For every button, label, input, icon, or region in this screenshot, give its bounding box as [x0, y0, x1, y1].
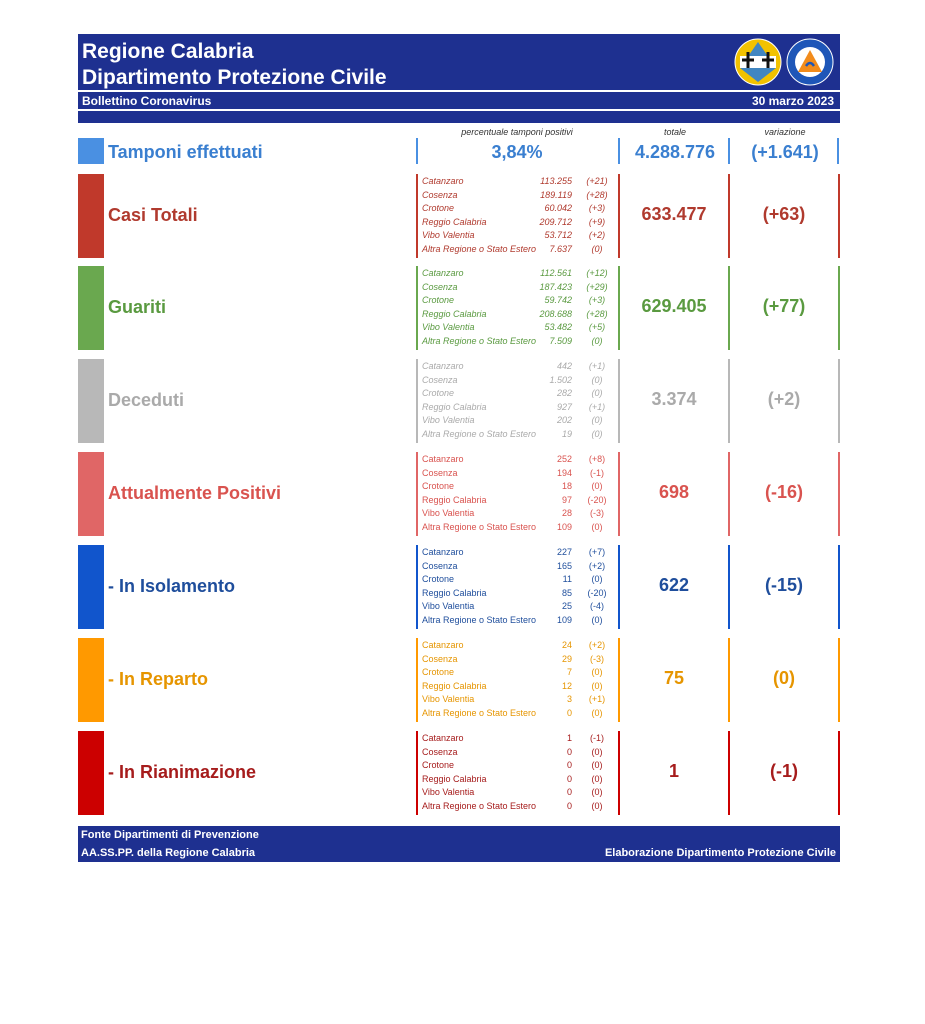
province-row [422, 561, 616, 575]
province-value: 11 [562, 574, 572, 585]
province-name: Reggio Calabria [422, 216, 487, 227]
province-delta: (-4) [590, 601, 604, 612]
province-value: 0 [566, 800, 572, 811]
province-name: Cosenza [422, 746, 458, 757]
province-row [422, 574, 616, 588]
province-row [422, 588, 616, 602]
province-value: 194 [556, 467, 572, 478]
section-divider [838, 638, 840, 722]
province-value: 12 [561, 680, 572, 691]
province-value: 165 [556, 560, 572, 571]
section-divider [838, 452, 840, 536]
province-name: Vibo Valentia [422, 601, 475, 612]
province-delta: (0) [591, 746, 603, 757]
province-row [422, 615, 616, 629]
province-delta: (+3) [588, 203, 606, 214]
province-row [422, 244, 616, 258]
province-delta: (+7) [588, 547, 606, 557]
province-name: Catanzaro [422, 640, 464, 650]
section-color-bar [78, 731, 104, 815]
section-divider [416, 452, 418, 536]
section-color-bar [78, 545, 104, 629]
province-delta: (+29) [586, 281, 608, 292]
province-row [422, 774, 616, 788]
section-divider [416, 359, 418, 443]
province-row [422, 508, 616, 522]
province-name: Cosenza [422, 560, 458, 571]
province-list [422, 268, 616, 350]
province-list [422, 640, 616, 722]
header-banner [78, 34, 840, 109]
province-value: 0 [566, 746, 572, 757]
province-delta: (+1) [588, 401, 606, 412]
province-name: Crotone [422, 203, 455, 214]
section-variation: (-1) [770, 761, 798, 781]
province-row [422, 295, 616, 309]
section-variation: (+63) [762, 204, 806, 224]
province-value: 7 [566, 667, 572, 678]
province-delta: (0) [591, 428, 603, 439]
section-color-bar [78, 359, 104, 443]
province-value: 53.712 [544, 230, 572, 241]
province-delta: (+5) [588, 322, 606, 333]
province-name: Reggio Calabria [422, 680, 487, 691]
province-row [422, 522, 616, 536]
section-divider [838, 174, 840, 258]
province-value: 442 [556, 361, 572, 371]
section-title: Deceduti [108, 390, 185, 410]
province-value: 0 [566, 787, 572, 798]
province-delta: (0) [591, 614, 603, 625]
section-title: Casi Totali [108, 205, 198, 225]
province-delta: (0) [591, 335, 603, 346]
province-delta: (+12) [586, 268, 608, 278]
province-value: 29 [561, 653, 572, 664]
province-delta: (0) [591, 667, 603, 678]
section-divider [838, 266, 840, 350]
province-delta: (+3) [588, 295, 606, 306]
province-list [422, 454, 616, 536]
province-delta: (0) [591, 680, 603, 691]
section-divider [416, 266, 418, 350]
province-row [422, 708, 616, 722]
section-color-bar [78, 452, 104, 536]
province-name: Altra Regione o Stato Estero [422, 243, 537, 254]
province-delta: (-20) [587, 494, 607, 505]
province-name: Cosenza [422, 374, 458, 385]
province-delta: (0) [591, 574, 603, 585]
tamponi-variation: (+1.641) [751, 142, 819, 162]
section-divider [416, 731, 418, 815]
province-delta: (0) [591, 760, 603, 771]
province-value: 252 [556, 454, 572, 464]
province-delta: (+1) [588, 361, 606, 371]
section-divider [416, 545, 418, 629]
province-row [422, 454, 616, 468]
province-name: Crotone [422, 481, 455, 492]
province-row [422, 667, 616, 681]
province-name: Cosenza [422, 467, 458, 478]
section-title: - In Isolamento [108, 576, 236, 596]
section-variation: (0) [773, 668, 795, 688]
province-name: Crotone [422, 295, 455, 306]
province-row [422, 640, 616, 654]
province-name: Crotone [422, 667, 455, 678]
province-delta: (+21) [586, 176, 608, 186]
province-name: Vibo Valentia [422, 508, 475, 519]
section-variation: (+2) [767, 389, 801, 409]
province-value: 7.509 [549, 335, 572, 346]
province-row [422, 468, 616, 482]
province-name: Altra Regione o Stato Estero [422, 521, 537, 532]
stat-section [78, 174, 840, 258]
province-delta: (0) [591, 800, 603, 811]
province-name: Catanzaro [422, 268, 464, 278]
province-row [422, 361, 616, 375]
province-name: Reggio Calabria [422, 494, 487, 505]
province-delta: (+2) [588, 230, 606, 241]
province-delta: (+9) [588, 216, 606, 227]
footer-source-line2: AA.SS.PP. della Regione Calabria [81, 847, 256, 859]
province-row [422, 388, 616, 402]
stat-section [78, 545, 840, 629]
section-title: Attualmente Positivi [108, 483, 282, 503]
province-row [422, 654, 616, 668]
province-value: 0 [566, 773, 572, 784]
province-value: 3 [566, 694, 572, 705]
province-value: 97 [561, 494, 572, 505]
province-delta: (-1) [590, 733, 604, 743]
province-name: Crotone [422, 760, 455, 771]
tamponi-divider [728, 138, 730, 164]
province-name: Cosenza [422, 189, 458, 200]
province-list [422, 176, 616, 258]
province-name: Catanzaro [422, 361, 464, 371]
section-divider [838, 545, 840, 629]
province-row [422, 547, 616, 561]
section-title: - In Reparto [108, 669, 209, 689]
tamponi-total: 4.288.776 [634, 142, 716, 162]
province-row [422, 747, 616, 761]
province-row [422, 601, 616, 615]
header-title-department: Dipartimento Protezione Civile [82, 66, 387, 89]
province-row [422, 481, 616, 495]
province-value: 0 [566, 760, 572, 771]
province-row [422, 694, 616, 708]
province-value: 189.119 [540, 189, 572, 200]
footer-elaboration: Elaborazione Dipartimento Protezione Civile [604, 847, 836, 859]
province-name: Altra Regione o Stato Estero [422, 335, 537, 346]
province-delta: (0) [591, 243, 603, 254]
province-list [422, 361, 616, 443]
province-row [422, 176, 616, 190]
province-row [422, 309, 616, 323]
bulletin-date: 30 marzo 2023 [751, 94, 834, 108]
section-total: 629.405 [641, 296, 707, 316]
tamponi-positive-percentage: 3,84% [491, 142, 543, 162]
province-name: Vibo Valentia [422, 230, 475, 241]
province-name: Altra Regione o Stato Estero [422, 428, 537, 439]
province-name: Reggio Calabria [422, 401, 487, 412]
pct-column-label: percentuale tamponi positivi [461, 127, 573, 137]
province-name: Catanzaro [422, 454, 464, 464]
province-value: 85 [561, 587, 572, 598]
province-delta: (-3) [590, 653, 604, 664]
section-total: 75 [663, 668, 685, 688]
province-value: 28 [561, 508, 572, 519]
province-row [422, 801, 616, 815]
province-value: 53.482 [544, 322, 572, 333]
province-value: 187.423 [539, 281, 572, 292]
province-list [422, 547, 616, 629]
section-total: 698 [658, 482, 690, 502]
section-total: 3.374 [651, 389, 697, 409]
province-delta: (-20) [587, 587, 607, 598]
province-value: 0 [566, 707, 572, 718]
tamponi-color-bar [78, 138, 104, 164]
province-row [422, 282, 616, 296]
province-delta: (+28) [586, 189, 608, 200]
section-total: 1 [668, 761, 679, 781]
province-value: 18 [561, 481, 572, 492]
tamponi-divider [837, 138, 839, 164]
section-color-bar [78, 638, 104, 722]
province-delta: (0) [591, 707, 603, 718]
province-name: Reggio Calabria [422, 773, 487, 784]
province-name: Altra Regione o Stato Estero [422, 707, 537, 718]
province-value: 59.742 [544, 295, 572, 306]
stat-section [78, 638, 840, 722]
province-value: 109 [556, 521, 572, 532]
province-value: 25 [561, 601, 572, 612]
province-delta: (-3) [590, 508, 604, 519]
province-row [422, 733, 616, 747]
province-delta: (0) [591, 521, 603, 532]
province-row [422, 402, 616, 416]
province-delta: (+8) [588, 454, 606, 464]
province-name: Vibo Valentia [422, 415, 475, 426]
province-row [422, 787, 616, 801]
province-list [422, 733, 616, 815]
province-name: Crotone [422, 388, 455, 399]
stat-section [78, 359, 840, 443]
province-delta: (+1) [588, 694, 606, 705]
province-value: 1.502 [549, 374, 572, 385]
province-name: Vibo Valentia [422, 787, 475, 798]
section-variation: (+77) [762, 296, 806, 316]
province-delta: (0) [591, 388, 603, 399]
province-value: 109 [556, 614, 572, 625]
province-row [422, 760, 616, 774]
section-divider [416, 638, 418, 722]
civil-protection-logo-icon [786, 38, 834, 86]
variation-column-label: variazione [764, 127, 806, 137]
province-row [422, 375, 616, 389]
province-value: 112.561 [540, 268, 572, 278]
province-value: 282 [556, 388, 572, 399]
province-name: Catanzaro [422, 547, 464, 557]
province-row [422, 203, 616, 217]
total-column-label: totale [663, 127, 687, 137]
province-delta: (+2) [588, 640, 606, 650]
province-row [422, 495, 616, 509]
province-name: Altra Regione o Stato Estero [422, 800, 537, 811]
section-divider [838, 731, 840, 815]
footer-banner [78, 826, 840, 862]
province-delta: (+28) [586, 308, 608, 319]
province-name: Altra Regione o Stato Estero [422, 614, 537, 625]
stat-section [78, 731, 840, 815]
stat-section [78, 266, 840, 350]
tamponi-title: Tamponi effettuati [108, 142, 263, 162]
province-delta: (0) [591, 773, 603, 784]
section-color-bar [78, 174, 104, 258]
province-delta: (-1) [590, 467, 604, 478]
province-delta: (0) [591, 787, 603, 798]
province-row [422, 217, 616, 231]
province-name: Reggio Calabria [422, 587, 487, 598]
province-name: Vibo Valentia [422, 694, 475, 705]
stat-section [78, 452, 840, 536]
section-title: Guariti [108, 297, 167, 317]
province-value: 7.637 [549, 243, 572, 254]
province-value: 113.255 [540, 176, 572, 186]
province-value: 60.042 [544, 203, 572, 214]
province-value: 927 [556, 401, 572, 412]
province-value: 208.688 [539, 308, 572, 319]
province-row [422, 322, 616, 336]
province-delta: (0) [591, 415, 603, 426]
section-total: 622 [658, 575, 690, 595]
section-total: 633.477 [641, 204, 707, 224]
province-row [422, 268, 616, 282]
province-delta: (0) [591, 374, 603, 385]
province-name: Cosenza [422, 281, 458, 292]
province-row [422, 681, 616, 695]
header-strip [78, 111, 840, 123]
province-name: Reggio Calabria [422, 308, 487, 319]
province-row [422, 230, 616, 244]
province-row [422, 336, 616, 350]
footer-source-line1: Fonte Dipartimenti di Prevenzione [81, 829, 259, 841]
bulletin-label: Bollettino Coronavirus [82, 94, 212, 108]
section-variation: (-15) [764, 575, 803, 595]
province-name: Crotone [422, 574, 455, 585]
province-delta: (0) [591, 481, 603, 492]
province-row [422, 190, 616, 204]
province-row [422, 429, 616, 443]
province-value: 19 [561, 428, 572, 439]
province-value: 24 [561, 640, 572, 650]
region-coat-of-arms-icon [734, 38, 782, 86]
province-value: 1 [566, 733, 572, 743]
section-title: - In Rianimazione [108, 762, 257, 782]
province-name: Cosenza [422, 653, 458, 664]
section-divider [416, 174, 418, 258]
section-divider [838, 359, 840, 443]
province-name: Vibo Valentia [422, 322, 475, 333]
province-value: 209.712 [539, 216, 572, 227]
province-delta: (+2) [588, 560, 606, 571]
section-color-bar [78, 266, 104, 350]
province-row [422, 415, 616, 429]
header-title-region: Regione Calabria [82, 40, 254, 63]
province-name: Catanzaro [422, 176, 464, 186]
province-value: 227 [556, 547, 572, 557]
province-value: 202 [556, 415, 572, 426]
header-divider [78, 90, 840, 92]
province-name: Catanzaro [422, 733, 464, 743]
section-variation: (-16) [764, 482, 803, 502]
